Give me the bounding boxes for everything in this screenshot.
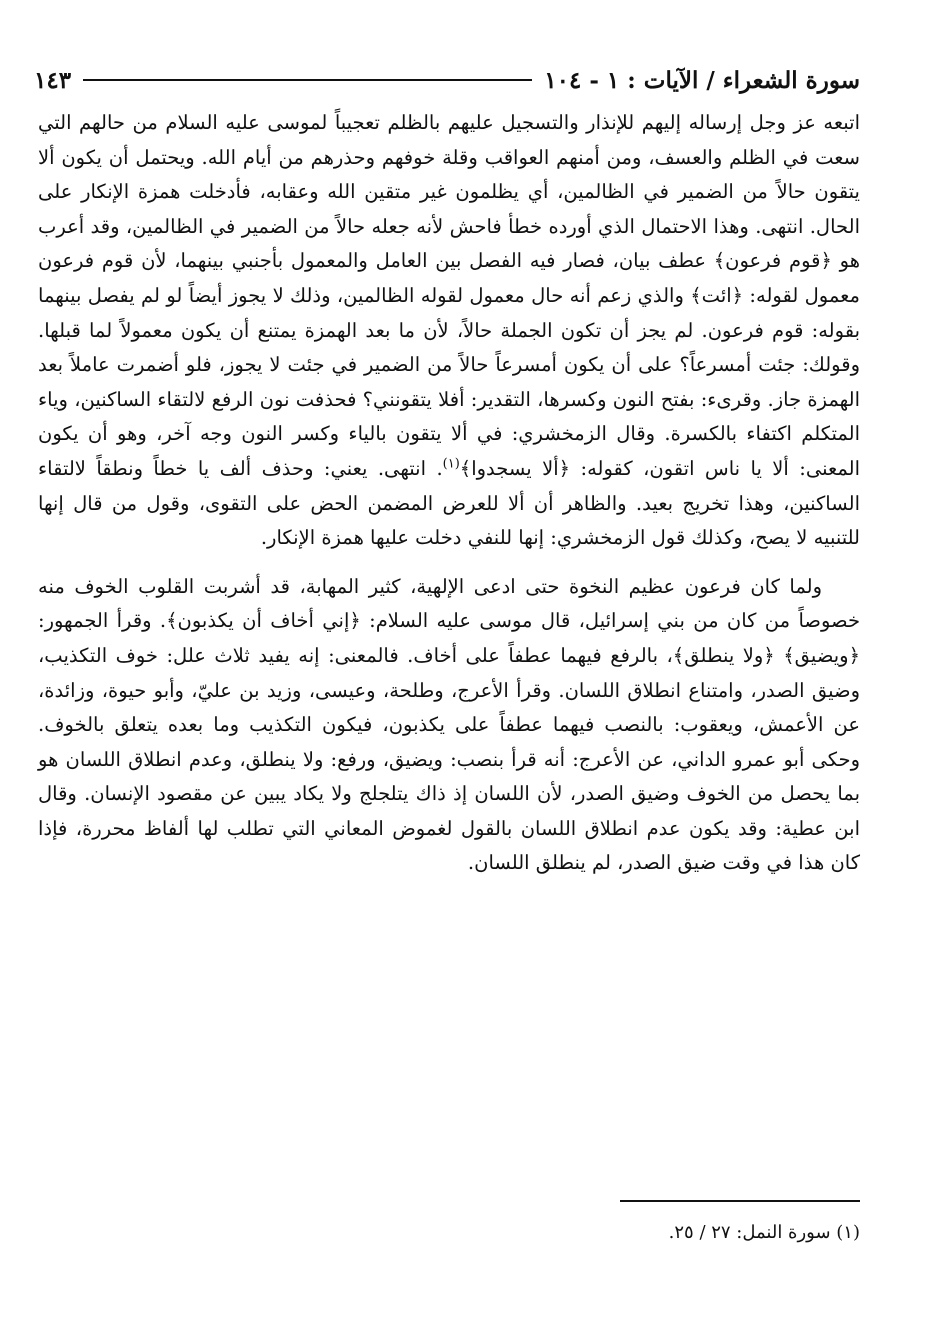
running-header	[34, 60, 860, 100]
page-number: ١٤٣	[34, 66, 72, 94]
paragraph-1-text-continued: . انتهى. يعني: وحذف ألف يا خطاً ونطقاً لالتقاء الساكنين، وهذا تخريج بعيد. والظاهر أن ألا للعرض المضمن الحض على التقوى، وقول من قال إنها للتنبيه لا يصح، وكذلك قول الزمخشري: إنها للنفي دخلت عليها همزة الإنكار.	[38, 456, 860, 550]
paragraph-2: ولما كان فرعون عظيم النخوة حتى ادعى الإلهية، كثير المهابة، قد أشربت القلوب الخوف منه خصوصاً من كان من بني إسرائيل، قال موسى عليه السلام: ﴿إني أخاف أن يكذبون﴾. وقرأ الجمهور: ﴿ويضيق﴾ ﴿ولا ينطلق﴾، بالرفع فيهما عطفاً على أخاف. فالمعنى: إنه يفيد ثلاث علل: خوف التكذيب، وضيق الصدر، وامتناع انطلاق اللسان. وقرأ الأعرج، وطلحة، وعيسى، وزيد بن عليّ، وأبو حيوة، وزائدة، عن الأعمش، ويعقوب: بالنصب فيهما عطفاً على يكذبون، فيكون التكذيب وما بعده يتعلق بالخوف. وحكى أبو عمرو الداني، عن الأعرج: أنه قرأ بنصب: ويضيق، ورفع: ولا ينطلق، وعدم انطلاق اللسان هو بما يحصل من الخوف وضيق الصدر، لأن اللسان إذ ذاك يتلجلج ولا يكاد يبين عن مقصود الإنسان. وقال ابن عطية: وقد يكون عدم انطلاق اللسان بالقول لغموض المعاني التي تطلب لها ألفاظ محررة، فإذا كان هذا في وقت ضيق الصدر، لم ينطلق اللسان.	[38, 574, 860, 875]
paragraph-1	[38, 106, 860, 556]
footnote: (١) سورة النمل: ٢٧ / ٢٥.	[668, 1222, 860, 1243]
paragraph-1-text: اتبعه عز وجل إرساله إليهم للإنذار والتسجيل عليهم بالظلم تعجيباً لموسى عليه السلام من حالهم التي سعت في الظلم والعسف، ومن أمنهم العواقب وقلة خوفهم وحذرهم من أيام الله. ويحتمل أن يكون ألا يتقون حالاً من الضمير في الظالمين، أي يظلمون غير متقين الله وعقابه، فأدخلت همزة الإنكار على الحال. انتهى. وهذا الاحتمال الذي أورده خطأ فاحش لأنه جعله حالاً من الضمير في الظالمين، وقد أعرب هو ﴿قوم فرعون﴾ عطف بيان، فصار فيه الفصل بين العامل والمعمول بأجنبي بينهما، لأن قوم فرعون معمول لقوله: ﴿ائت﴾ والذي زعم أنه حال معمول لقوله الظالمين، وذلك لا يجوز أيضاً لو لم يفصل بينهما بقوله: قوم فرعون. لم يجز أن تكون الجملة حالاً، لأن ما بعد الهمزة يمتنع أن يكون معمولاً لما قبلها. وقولك: جئت أمسرعاً؟ على أن يكون أمسرعاً حالاً من الضمير في جئت لا يجوز، فلو أضمرت عاملاً بعد الهمزة جاز. وقرىء: بفتح النون وكسرها، التقدير: أفلا يتقونني؟ فحذفت نون الرفع لالتقاء الساكنين، وياء المتكلم اكتفاء بالكسرة. وقال الزمخشري: في ألا يتقون بالياء وكسر النون وجه آخر، وهو أن يكون المعنى: ألا يا ناس اتقون، كقوله: ﴿ألا يسجدوا﴾	[38, 111, 861, 480]
footnote-reference: (١)	[442, 456, 460, 472]
running-header-title: سورة الشعراء / الآيات : ١ - ١٠٤	[544, 66, 860, 94]
header-rule	[83, 79, 532, 81]
main-text	[38, 106, 860, 881]
footnote-separator	[620, 1200, 860, 1202]
